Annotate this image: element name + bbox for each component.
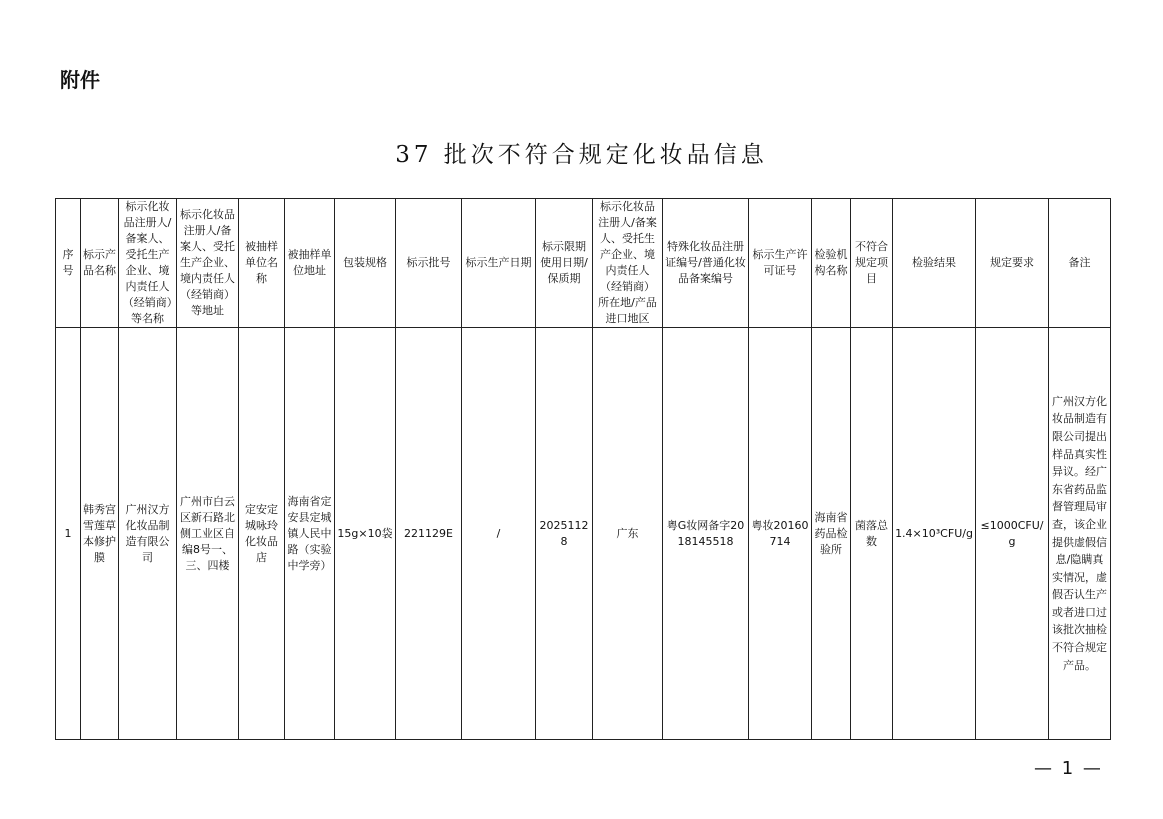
- header-expiry: 标示限期使用日期/保质期: [536, 199, 593, 328]
- cell-batch-no: 221129E: [396, 328, 462, 740]
- header-batch-no: 标示批号: [396, 199, 462, 328]
- header-sampled-unit-name: 被抽样单位名称: [239, 199, 285, 328]
- page-number: — 1 —: [1034, 758, 1103, 779]
- cell-result: 1.4×10³CFU/g: [893, 328, 976, 740]
- header-product-name: 标示产品名称: [81, 199, 119, 328]
- cell-package-spec: 15g×10袋: [335, 328, 396, 740]
- header-seq: 序号: [56, 199, 81, 328]
- document-title: 37 批次不符合规定化妆品信息: [395, 142, 768, 168]
- header-company-name: 标示化妆品注册人/备案人、受托生产企业、境内责任人（经销商）等名称: [119, 199, 177, 328]
- cell-sampled-unit-address: 海南省定安县定城镇人民中路（实验中学旁）: [285, 328, 335, 740]
- cell-license-no: 粤妆20160714: [749, 328, 812, 740]
- cell-company-name: 广州汉方化妆品制造有限公司: [119, 328, 177, 740]
- header-registration-no: 特殊化妆品注册证编号/普通化妆品备案编号: [663, 199, 749, 328]
- table-header-row: [56, 199, 1111, 328]
- header-package-spec: 包装规格: [335, 199, 396, 328]
- cell-region: 广东: [593, 328, 663, 740]
- cell-registration-no: 粤G妆网备字2018145518: [663, 328, 749, 740]
- cell-company-address: 广州市白云区新石路北侧工业区自编8号一、三、四楼: [177, 328, 239, 740]
- header-result: 检验结果: [893, 199, 976, 328]
- cell-product-name: 韩秀宫雪莲草本修护膜: [81, 328, 119, 740]
- table-row: [56, 328, 1111, 740]
- header-company-address: 标示化妆品注册人/备案人、受托生产企业、境内责任人（经销商）等地址: [177, 199, 239, 328]
- header-license-no: 标示生产许可证号: [749, 199, 812, 328]
- cell-remark: 广州汉方化妆品制造有限公司提出样品真实性异议。经广东省药品监督管理局审查，该企业提供虚假信息/隐瞒真实情况，虚假否认生产或者进口过该批次抽检不符合规定产品。: [1049, 328, 1111, 740]
- cell-expiry: 20251128: [536, 328, 593, 740]
- header-remark: 备注: [1049, 199, 1111, 328]
- cell-production-date: /: [462, 328, 536, 740]
- cell-failed-item: 菌落总数: [851, 328, 893, 740]
- cell-inspection-agency: 海南省药品检验所: [812, 328, 851, 740]
- cell-requirement: ≤1000CFU/g: [976, 328, 1049, 740]
- header-failed-item: 不符合规定项目: [851, 199, 893, 328]
- header-sampled-unit-address: 被抽样单位地址: [285, 199, 335, 328]
- header-production-date: 标示生产日期: [462, 199, 536, 328]
- noncompliant-products-table: [55, 198, 1111, 740]
- cell-seq: 1: [56, 328, 81, 740]
- header-requirement: 规定要求: [976, 199, 1049, 328]
- cell-sampled-unit-name: 定安定城咏玲化妆品店: [239, 328, 285, 740]
- header-region: 标示化妆品注册人/备案人、受托生产企业、境内责任人（经销商）所在地/产品进口地区: [593, 199, 663, 328]
- header-inspection-agency: 检验机构名称: [812, 199, 851, 328]
- attachment-label: 附件: [60, 68, 100, 92]
